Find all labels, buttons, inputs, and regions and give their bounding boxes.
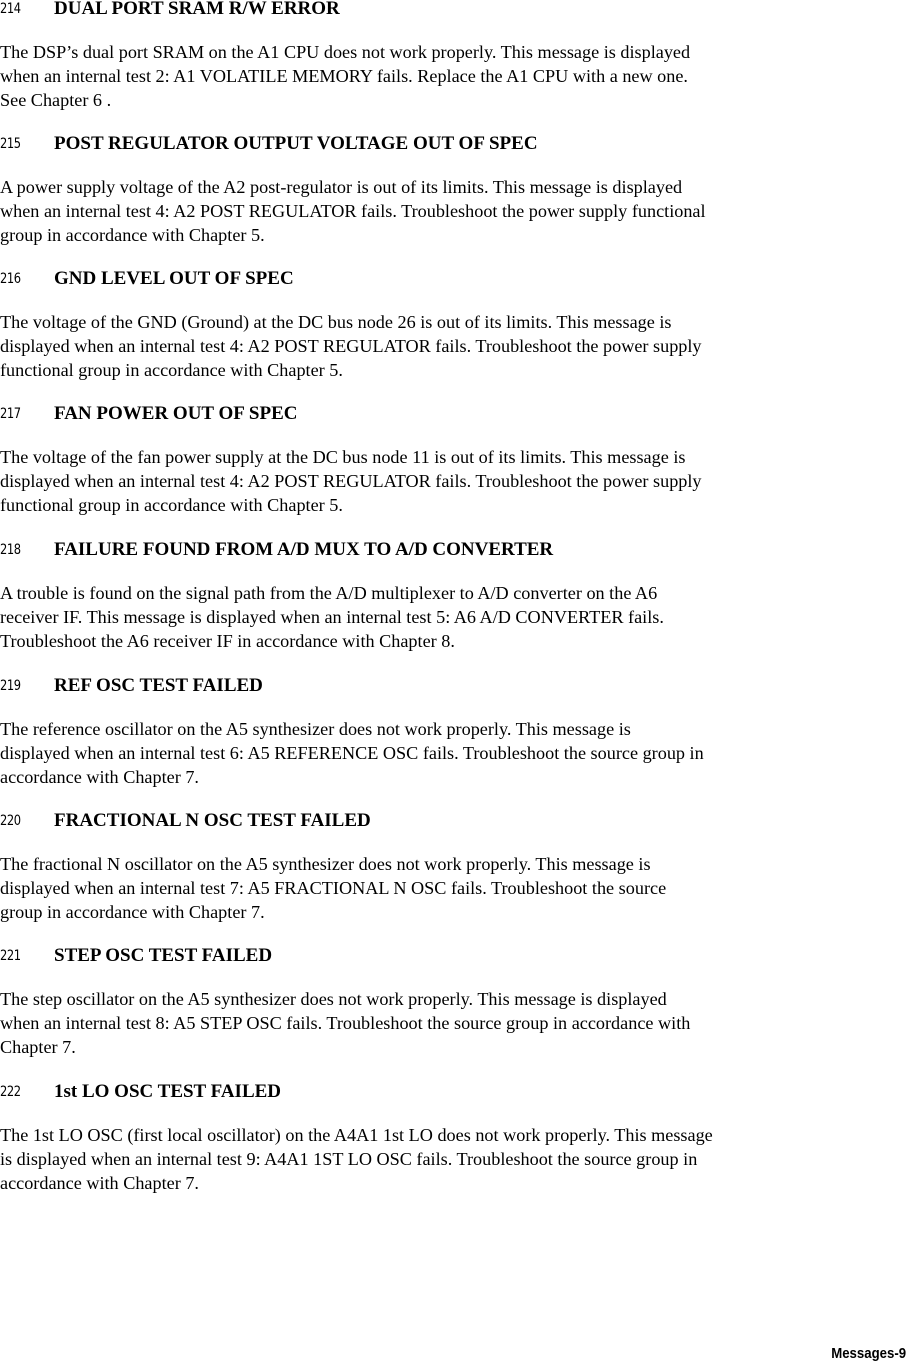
description-line: See Chapter 6 . (0, 90, 112, 111)
message-description (0, 717, 908, 790)
message-number: 215 (0, 136, 21, 152)
message-title: POST REGULATOR OUTPUT VOLTAGE OUT OF SPEC (54, 133, 538, 154)
message-title: STEP OSC TEST FAILED (54, 945, 273, 966)
message-number: 218 (0, 542, 21, 558)
message-entry-219 (0, 677, 908, 790)
entry-header (0, 947, 908, 971)
description-line: receiver IF. This message is displayed when an internal test 5: A6 A/D CONVERTER fails. (0, 607, 664, 628)
message-description (0, 987, 908, 1060)
message-number: 217 (0, 406, 21, 422)
message-entry-220 (0, 812, 908, 925)
message-description (0, 852, 908, 925)
description-line: when an internal test 2: A1 VOLATILE MEMORY fails. Replace the A1 CPU with a new one. (0, 66, 688, 87)
page-footer-label: Messages-9 (831, 1345, 906, 1362)
message-title: FAN POWER OUT OF SPEC (54, 403, 298, 424)
message-description (0, 40, 908, 113)
description-line: The voltage of the GND (Ground) at the DC bus node 26 is out of its limits. This message is (0, 312, 672, 332)
message-description (0, 310, 908, 383)
description-line: is displayed when an internal test 9: A4A1 1ST LO OSC fails. Troubleshoot the source group in (0, 1149, 698, 1170)
message-description (0, 1123, 908, 1196)
description-line: accordance with Chapter 7. (0, 1173, 199, 1194)
message-description (0, 175, 908, 248)
description-line: The 1st LO OSC (first local oscillator) on the A4A1 1st LO does not work properly. This message (0, 1125, 713, 1145)
message-entry-222 (0, 1083, 908, 1196)
description-line: The step oscillator on the A5 synthesizer does not work properly. This message is displayed (0, 989, 667, 1009)
entry-header (0, 270, 908, 294)
description-line: group in accordance with Chapter 5. (0, 225, 265, 246)
description-line: The DSP’s dual port SRAM on the A1 CPU does not work properly. This message is displayed (0, 42, 691, 62)
description-line: when an internal test 4: A2 POST REGULATOR fails. Troubleshoot the power supply functional (0, 201, 706, 222)
message-title: REF OSC TEST FAILED (54, 675, 263, 696)
message-entry-214 (0, 0, 908, 113)
description-line: The reference oscillator on the A5 synthesizer does not work properly. This message is (0, 719, 631, 739)
description-line: displayed when an internal test 4: A2 POST REGULATOR fails. Troubleshoot the power supply (0, 471, 702, 492)
description-line: The voltage of the fan power supply at the DC bus node 11 is out of its limits. This message is (0, 447, 686, 467)
entry-header (0, 812, 908, 836)
message-entry-217 (0, 405, 908, 518)
message-description (0, 581, 908, 654)
entry-header (0, 135, 908, 159)
message-number: 214 (0, 1, 21, 17)
entry-header (0, 541, 908, 565)
message-entry-216 (0, 270, 908, 383)
message-entry-218 (0, 541, 908, 654)
description-line: Troubleshoot the A6 receiver IF in accordance with Chapter 8. (0, 631, 455, 652)
description-line: displayed when an internal test 7: A5 FRACTIONAL N OSC fails. Troubleshoot the source (0, 878, 667, 899)
description-line: displayed when an internal test 4: A2 POST REGULATOR fails. Troubleshoot the power supply (0, 336, 702, 357)
description-line: The fractional N oscillator on the A5 synthesizer does not work properly. This message is (0, 854, 651, 874)
message-number: 219 (0, 678, 21, 694)
message-number: 216 (0, 271, 21, 287)
description-line: functional group in accordance with Chapter 5. (0, 360, 343, 381)
message-title: FRACTIONAL N OSC TEST FAILED (54, 810, 371, 831)
entry-header (0, 677, 908, 701)
description-line: A power supply voltage of the A2 post-regulator is out of its limits. This message is displayed (0, 177, 683, 197)
description-line: Chapter 7. (0, 1037, 76, 1058)
description-line: accordance with Chapter 7. (0, 767, 199, 788)
description-line: group in accordance with Chapter 7. (0, 902, 265, 923)
entry-header (0, 1083, 908, 1107)
description-line: functional group in accordance with Chapter 5. (0, 495, 343, 516)
entry-header (0, 0, 908, 24)
message-number: 222 (0, 1084, 21, 1100)
message-title: GND LEVEL OUT OF SPEC (54, 268, 294, 289)
message-number: 221 (0, 948, 21, 964)
message-entry-215 (0, 135, 908, 248)
description-line: displayed when an internal test 6: A5 REFERENCE OSC fails. Troubleshoot the source group in (0, 743, 704, 764)
entry-header (0, 405, 908, 429)
message-number: 220 (0, 813, 21, 829)
message-title: FAILURE FOUND FROM A/D MUX TO A/D CONVERTER (54, 539, 554, 560)
message-title: 1st LO OSC TEST FAILED (54, 1081, 282, 1102)
message-description (0, 445, 908, 518)
description-line: when an internal test 8: A5 STEP OSC fails. Troubleshoot the source group in accordance with (0, 1013, 691, 1034)
message-title: DUAL PORT SRAM R/W ERROR (54, 0, 340, 19)
message-entry-221 (0, 947, 908, 1060)
description-line: A trouble is found on the signal path from the A/D multiplexer to A/D converter on the A6 (0, 583, 658, 603)
